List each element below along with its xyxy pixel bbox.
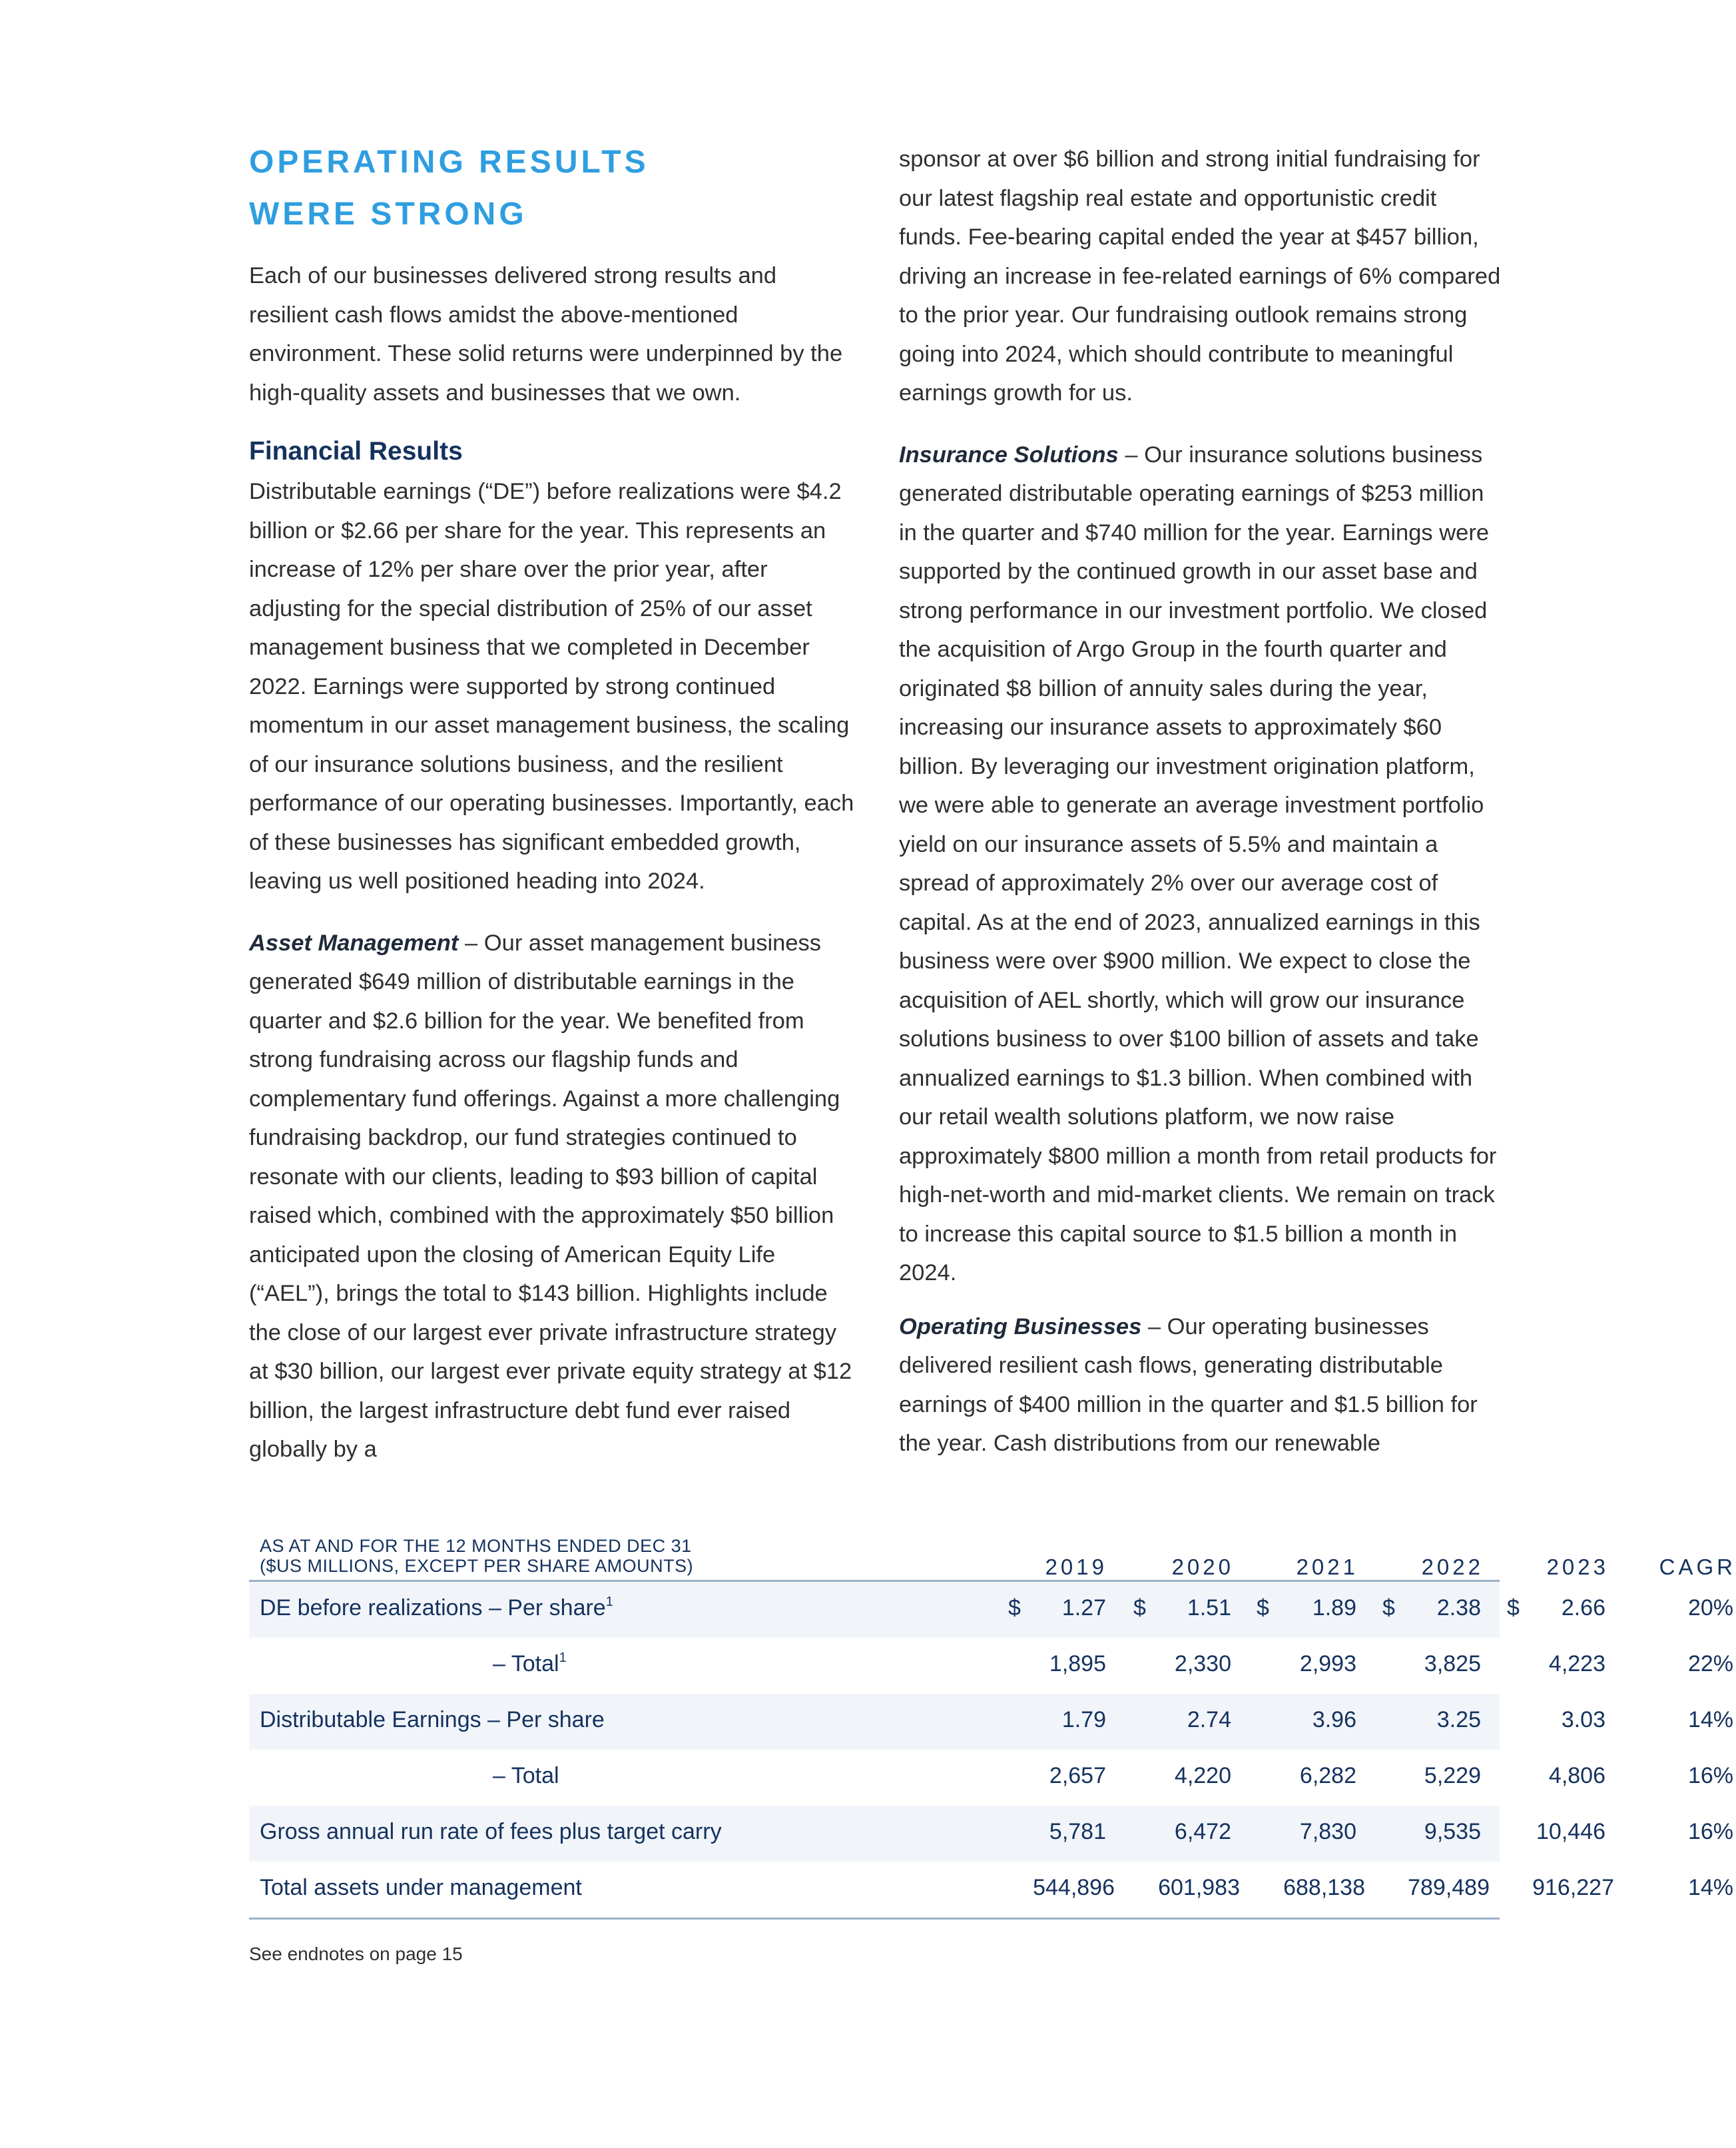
row-label: – Total bbox=[493, 1763, 559, 1788]
table-cell: 14% bbox=[1687, 1875, 1733, 1900]
table-cell: 5,229 bbox=[1424, 1763, 1481, 1788]
table-header bbox=[249, 1532, 1736, 1582]
table-cell: 3.25 bbox=[1436, 1707, 1481, 1732]
table-cell: 20% bbox=[1687, 1595, 1733, 1620]
section-heading-line1: OPERATING RESULTS bbox=[249, 145, 649, 180]
table-cell: 5,781 bbox=[1049, 1819, 1106, 1844]
table-cell: 2,657 bbox=[1049, 1763, 1106, 1788]
asset-management-lead: Asset Management bbox=[249, 930, 459, 956]
table-row bbox=[249, 1638, 1733, 1694]
financial-results-paragraph: Distributable earnings (“DE”) before realizations were $4.2 billion or $2.66 per share for the year. This represents an increase of 12% per share over the prior year, after adjusting for the special distribution of 25% of our asset management business that we completed in December 2022. Earnings were supported by strong continued momentum in our asset management business, the scaling of our insurance solutions business, and the resilient performance of our operating businesses. Importantly, each of these businesses has significant embedded growth, leaving us well positioned heading into 2024. bbox=[249, 479, 854, 894]
section-heading bbox=[249, 137, 855, 240]
column-header: 2020 bbox=[1171, 1555, 1234, 1579]
table-cell: 4,806 bbox=[1548, 1763, 1605, 1788]
footnote-marker: 1 bbox=[605, 1595, 613, 1609]
right-column bbox=[899, 140, 1505, 1463]
table-cell: 4,220 bbox=[1174, 1763, 1231, 1788]
table-row bbox=[249, 1694, 1733, 1750]
table-caption bbox=[260, 1536, 693, 1576]
column-header: 2019 bbox=[1045, 1555, 1107, 1579]
table-cell: 544,896 bbox=[1033, 1875, 1115, 1900]
asset-management-paragraph bbox=[249, 924, 855, 1469]
table-cell: 2.74 bbox=[1187, 1707, 1231, 1732]
insurance-solutions-paragraph bbox=[899, 436, 1505, 1293]
column-header: 2023 bbox=[1546, 1555, 1609, 1579]
row-label: DE before realizations – Per share$^1$ bbox=[260, 1595, 613, 1620]
row-label: Distributable Earnings – Per share bbox=[260, 1707, 605, 1732]
table-cell: 3,825 bbox=[1424, 1651, 1481, 1676]
table-cell: 601,983 bbox=[1158, 1875, 1240, 1900]
table-cell: 16% bbox=[1687, 1819, 1733, 1844]
table-cell: 1.51 bbox=[1187, 1595, 1231, 1620]
table-cell: 2,330 bbox=[1174, 1651, 1231, 1676]
table-cell: 3.96 bbox=[1312, 1707, 1356, 1732]
operating-businesses-lead: Operating Businesses bbox=[899, 1313, 1142, 1339]
currency-symbol: $ bbox=[1257, 1595, 1269, 1620]
table-row bbox=[249, 1582, 1733, 1638]
operating-businesses-body: – Our operating businesses delivered resilient cash flows, generating distributable earnings of $400 million in the quarter and $1.5 billion for the year. Cash distributions from our renewable bbox=[899, 1313, 1478, 1456]
column-header: 2022 bbox=[1421, 1555, 1484, 1579]
row-label: Gross annual run rate of fees plus target carry bbox=[260, 1819, 722, 1844]
continuation-paragraph: sponsor at over $6 billion and strong initial fundraising for our latest flagship real estate and opportunistic credit funds. Fee-bearing capital ended the year at $457 billion, driving an increase in fee-related earnings of 6% compared to the prior year. Our fundraising outlook remains strong going into 2024, which should contribute to meaningful earnings growth for us. bbox=[899, 147, 1501, 406]
currency-symbol: $ bbox=[1507, 1595, 1520, 1620]
footnote-marker: 1 bbox=[559, 1650, 567, 1665]
table-cell: 4,223 bbox=[1548, 1651, 1605, 1676]
asset-management-body: – Our asset management business generated $649 million of distributable earnings in the quarter and $2.6 billion for the year. We benefited from strong fundraising across our flagship funds and complementary fund offerings. Against a more challenging fundraising backdrop, our fund strategies continued to resonate with our clients, leading to $93 billion of capital raised which, combined with the approximately $50 billion anticipated upon the closing of American Equity Life (“AEL”), brings the total to $143 billion. Highlights include the close of our largest ever private infrastructure strategy at $30 billion, our largest ever private equity strategy at $12 billion, the largest infrastructure debt fund ever raised globally by a bbox=[249, 930, 852, 1462]
table-row bbox=[249, 1806, 1733, 1862]
table-cell: 789,489 bbox=[1408, 1875, 1490, 1900]
table-caption-line2: ($US MILLIONS, EXCEPT PER SHARE AMOUNTS) bbox=[260, 1556, 694, 1576]
table-cell: 916,227 bbox=[1532, 1875, 1614, 1900]
table-cell: 7,830 bbox=[1299, 1819, 1356, 1844]
table-cell: 22% bbox=[1687, 1651, 1733, 1676]
currency-symbol: $ bbox=[1008, 1595, 1021, 1620]
table-row bbox=[249, 1750, 1733, 1806]
operating-businesses-paragraph bbox=[899, 1307, 1505, 1463]
section-heading-line2: WERE STRONG bbox=[249, 196, 527, 232]
insurance-solutions-body: – Our insurance solutions business generated distributable operating earnings of $253 million in the quarter and $740 million for the year. Earnings were supported by the continued growth in our asset base and strong performance in our investment portfolio. We closed the acquisition of Argo Group in the fourth quarter and originated $8 billion of annuity sales during the year, increasing our insurance assets to approximately $60 billion. By leveraging our investment origination platform, we were able to generate an average investment portfolio yield on our insurance assets of 5.5% and maintain a spread of approximately 2% over our average cost of capital. As at the end of 2023, annualized earnings in this business were over $900 million. We expect to close the acquisition of AEL shortly, which will grow our insurance solutions business to over $100 billion of assets and take annualized earnings to $1.3 billion. When combined with our retail wealth solutions platform, we now raise approximately $800 million a month from retail products for high-net-worth and mid-market clients. We remain on track to increase this capital source to $1.5 billion a month in 2024. bbox=[899, 442, 1497, 1285]
financial-results-heading: Financial Results bbox=[249, 437, 463, 466]
table-cell: 6,472 bbox=[1174, 1819, 1231, 1844]
table-cell: 10,446 bbox=[1536, 1819, 1605, 1844]
table-caption-line1: AS AT AND FOR THE 12 MONTHS ENDED DEC 31 bbox=[260, 1536, 692, 1556]
table-cell: 14% bbox=[1687, 1707, 1733, 1732]
table-cell: 1.27 bbox=[1061, 1595, 1106, 1620]
table-cell: 2,993 bbox=[1299, 1651, 1356, 1676]
table-cell: 16% bbox=[1687, 1763, 1733, 1788]
row-label: Total assets under management bbox=[260, 1875, 582, 1900]
column-header: CAGR bbox=[1659, 1555, 1736, 1579]
table-cell: 1.89 bbox=[1312, 1595, 1356, 1620]
row-label: – Total$^1$ bbox=[493, 1650, 567, 1676]
financial-summary-table bbox=[249, 1532, 1736, 1920]
table-cell: 2.38 bbox=[1436, 1595, 1481, 1620]
table-cell: 2.66 bbox=[1561, 1595, 1605, 1620]
table-cell: 1.79 bbox=[1061, 1707, 1106, 1732]
currency-symbol: $ bbox=[1133, 1595, 1146, 1620]
left-column bbox=[249, 137, 855, 1469]
table-cell: 1,895 bbox=[1049, 1651, 1106, 1676]
insurance-solutions-lead: Insurance Solutions bbox=[899, 442, 1119, 468]
table-cell: 6,282 bbox=[1299, 1763, 1356, 1788]
column-header: 2021 bbox=[1296, 1555, 1358, 1579]
table-row bbox=[249, 1862, 1733, 1920]
endnotes-reference: See endnotes on page 15 bbox=[249, 1944, 463, 1964]
table-cell: 688,138 bbox=[1283, 1875, 1365, 1900]
table-cell: 9,535 bbox=[1424, 1819, 1481, 1844]
currency-symbol: $ bbox=[1382, 1595, 1395, 1620]
table-cell: 3.03 bbox=[1561, 1707, 1605, 1732]
intro-paragraph: Each of our businesses delivered strong results and resilient cash flows amidst the above-mentioned environment. These solid returns were underpinned by the high-quality assets and businesses that we own. bbox=[249, 263, 843, 406]
